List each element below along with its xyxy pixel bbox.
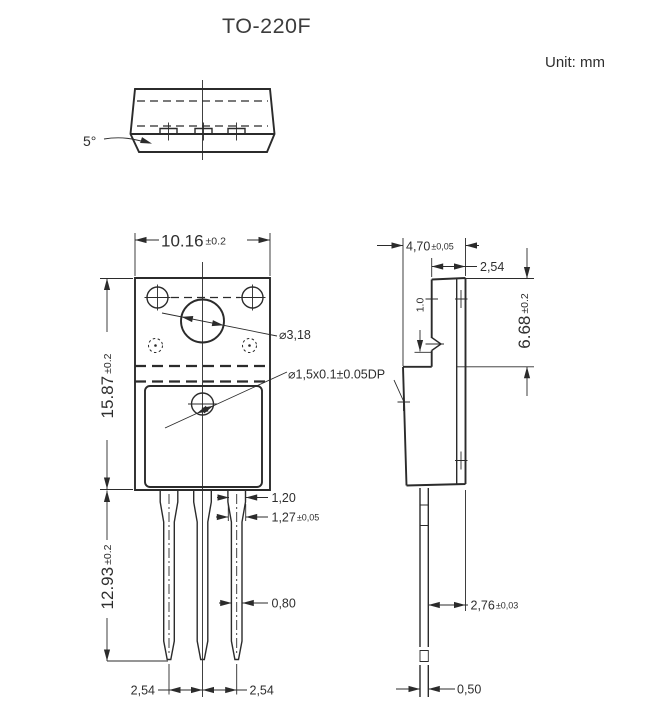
- arrowhead: [104, 478, 110, 490]
- dim-lead-to-back: 2,76±0,03: [470, 598, 519, 613]
- dimple-side-leader: [394, 380, 404, 401]
- side-view: [377, 238, 534, 697]
- arrowhead: [392, 242, 404, 248]
- dim-mounting-hole: ⌀3,18: [279, 328, 311, 342]
- ejector-mark-right-dot: [248, 344, 251, 347]
- arrowhead: [417, 340, 423, 352]
- top-view: [83, 80, 275, 160]
- arrowhead: [432, 263, 444, 269]
- side-lead: [420, 488, 428, 697]
- pin-mark-right-cross: [240, 285, 266, 311]
- arrowhead: [466, 242, 478, 248]
- front-dimension-lines: [107, 240, 270, 690]
- arrowhead: [524, 367, 530, 379]
- front-extension-lines: [100, 233, 270, 695]
- dim-lead-length: 12.93±0.2: [98, 544, 117, 610]
- arrowhead: [104, 650, 110, 662]
- dim-body-height: 15.87±0.2: [98, 353, 117, 419]
- dim-dimple-offset: 1.0: [414, 297, 427, 313]
- dim-body-depth: 4,70±0,05: [406, 239, 454, 254]
- arrowhead: [140, 137, 153, 146]
- dim-tab-height: 6.68±0.2: [515, 293, 534, 349]
- arrowhead: [428, 602, 440, 608]
- arrowhead: [246, 514, 258, 520]
- side-dimension-lines: [377, 246, 527, 690]
- arrowhead: [428, 686, 440, 692]
- dim-body-width: 10.16 ±0.2: [161, 231, 226, 251]
- dim-lead-tip-width: 0,80: [271, 596, 296, 611]
- arrowhead: [242, 600, 254, 606]
- dim-lead-pitch-right: 2,54: [249, 683, 274, 698]
- arrowhead: [259, 237, 271, 243]
- arrowhead: [104, 491, 110, 503]
- dim-lead-base-width: 1,20: [271, 491, 296, 505]
- arrowhead: [203, 687, 215, 693]
- arrowhead: [225, 687, 237, 693]
- dim-lead-thickness: 0,50: [457, 682, 482, 697]
- dim-lead-pitch-left: 2,54: [130, 683, 155, 698]
- page-title: TO-220F: [222, 14, 312, 38]
- dim-dimple-spec: ⌀1,5x0.1±0.05DP: [288, 367, 386, 382]
- arrowhead: [191, 687, 203, 693]
- arrowhead: [135, 237, 147, 243]
- arrowhead: [169, 687, 181, 693]
- dim-lead-shoulder: 1,27±0,05: [271, 510, 320, 525]
- draft-angle-label: 5°: [83, 133, 97, 149]
- dim-tab-depth: 2,54: [480, 260, 505, 274]
- arrowhead: [217, 514, 229, 520]
- arrowhead: [454, 263, 466, 269]
- ejector-mark-left-dot: [154, 344, 157, 347]
- front-view: [98, 232, 404, 698]
- arrowhead: [454, 602, 466, 608]
- side-extension-lines: [403, 238, 534, 611]
- arrowhead: [246, 494, 258, 500]
- arrowhead: [220, 600, 232, 606]
- pin-mark-left-cross: [145, 285, 171, 311]
- side-lead-break: [420, 505, 428, 662]
- arrowhead: [409, 686, 421, 692]
- unit-label: Unit: mm: [545, 54, 605, 71]
- arrowhead: [104, 279, 110, 291]
- front-mold-inner-outline: [145, 386, 262, 487]
- arrowhead: [524, 267, 530, 279]
